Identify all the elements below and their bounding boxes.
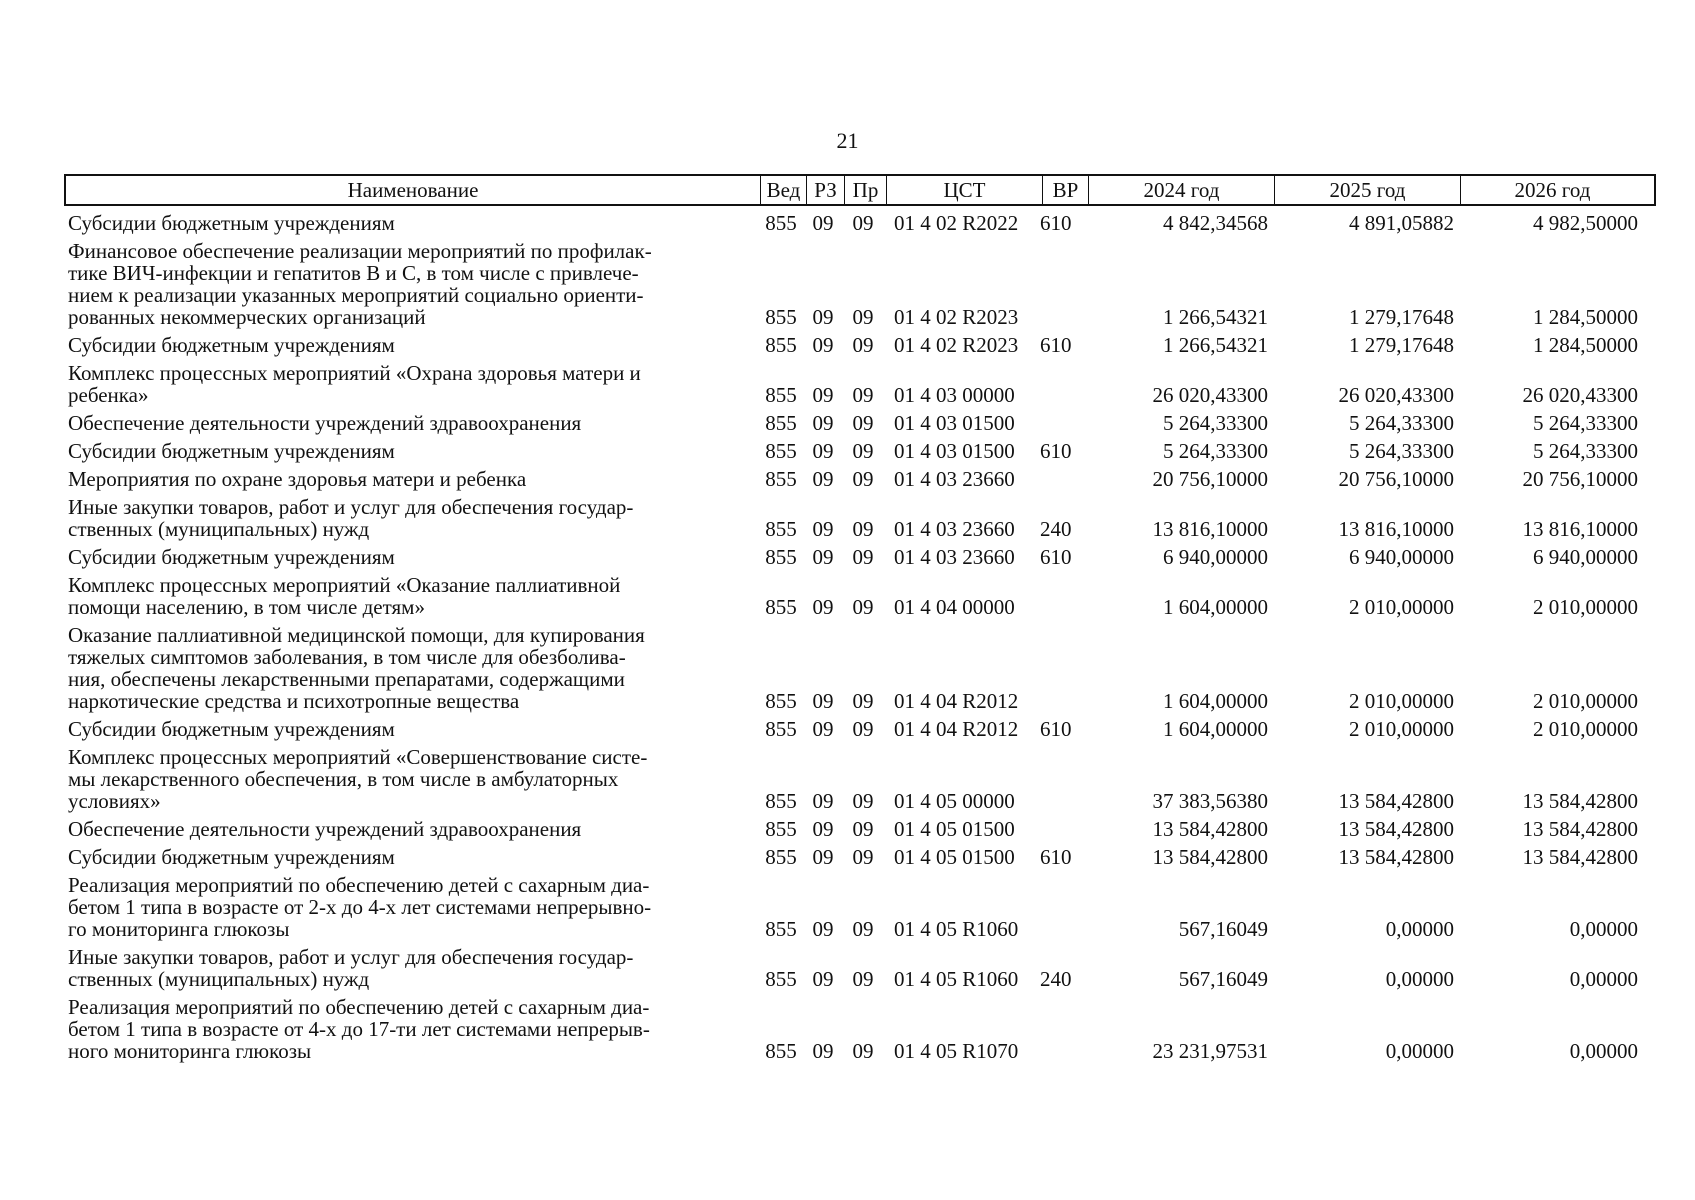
row-2025: 13 584,42800 <box>1338 789 1454 813</box>
table-row <box>64 624 1656 712</box>
row-ved: 855 <box>765 595 797 619</box>
row-ved: 855 <box>765 439 797 463</box>
row-name: Комплекс процессных мероприятий «Совершенствование систе- мы лекарственного обеспечения, в том числе в амбулаторных условиях» <box>68 745 648 813</box>
table-row <box>64 946 1656 990</box>
row-rz: 09 <box>812 439 834 463</box>
row-2024: 4 842,34568 <box>1163 211 1268 235</box>
row-vr: 240 <box>1040 517 1072 541</box>
row-name: Оказание паллиативной медицинской помощи, для купирования тяжелых симптомов заболевания, в том числе для обезболива- ния, обеспечены лекарственными препаратами, содержащими наркотические средства и психотропные вещества <box>68 623 645 713</box>
row-2025: 0,00000 <box>1385 1039 1454 1063</box>
row-rz: 09 <box>812 1039 834 1063</box>
row-2025: 5 264,33300 <box>1349 439 1454 463</box>
row-cst: 01 4 05 R1060 <box>894 967 1019 991</box>
row-name: Обеспечение деятельности учреждений здравоохранения <box>68 817 582 841</box>
row-ved: 855 <box>765 383 797 407</box>
row-vr: 610 <box>1040 211 1072 235</box>
header-ved: Вед <box>760 176 806 204</box>
row-pr: 09 <box>852 689 874 713</box>
row-2026: 1 284,50000 <box>1533 333 1638 357</box>
row-2025: 13 584,42800 <box>1338 817 1454 841</box>
row-2026: 13 584,42800 <box>1522 817 1638 841</box>
row-2024: 1 604,00000 <box>1163 595 1268 619</box>
row-cst: 01 4 05 00000 <box>894 789 1015 813</box>
row-rz: 09 <box>812 595 834 619</box>
row-2024: 37 383,56380 <box>1152 789 1268 813</box>
row-name: Субсидии бюджетным учреждениям <box>68 333 395 357</box>
row-2026: 0,00000 <box>1569 1039 1638 1063</box>
row-2024: 5 264,33300 <box>1163 439 1268 463</box>
row-rz: 09 <box>812 689 834 713</box>
header-rz: РЗ <box>806 176 844 204</box>
header-cst: ЦСТ <box>886 176 1042 204</box>
row-name: Комплекс процессных мероприятий «Охрана здоровья матери и ребенка» <box>68 361 641 407</box>
row-2026: 1 284,50000 <box>1533 305 1638 329</box>
header-2024: 2024 год <box>1088 176 1274 204</box>
row-name: Иные закупки товаров, работ и услуг для обеспечения государ- ственных (муниципальных) нужд <box>68 945 634 991</box>
row-ved: 855 <box>765 411 797 435</box>
row-cst: 01 4 05 R1070 <box>894 1039 1019 1063</box>
row-rz: 09 <box>812 845 834 869</box>
row-rz: 09 <box>812 817 834 841</box>
row-ved: 855 <box>765 967 797 991</box>
row-2024: 1 266,54321 <box>1163 305 1268 329</box>
row-2025: 6 940,00000 <box>1349 545 1454 569</box>
row-rz: 09 <box>812 467 834 491</box>
row-pr: 09 <box>852 333 874 357</box>
row-cst: 01 4 02 R2023 <box>894 305 1019 329</box>
row-pr: 09 <box>852 817 874 841</box>
row-name: Мероприятия по охране здоровья матери и ребенка <box>68 467 527 491</box>
header-2025: 2025 год <box>1274 176 1460 204</box>
table-row <box>64 874 1656 940</box>
header-pr: Пр <box>844 176 886 204</box>
row-pr: 09 <box>852 595 874 619</box>
row-2024: 13 584,42800 <box>1152 845 1268 869</box>
row-2026: 2 010,00000 <box>1533 595 1638 619</box>
row-rz: 09 <box>812 211 834 235</box>
row-ved: 855 <box>765 517 797 541</box>
row-pr: 09 <box>852 467 874 491</box>
row-ved: 855 <box>765 689 797 713</box>
row-2025: 2 010,00000 <box>1349 717 1454 741</box>
row-cst: 01 4 05 01500 <box>894 845 1015 869</box>
row-2026: 2 010,00000 <box>1533 717 1638 741</box>
row-2025: 1 279,17648 <box>1349 305 1454 329</box>
table-row <box>64 996 1656 1062</box>
row-name: Субсидии бюджетным учреждениям <box>68 845 395 869</box>
row-name: Субсидии бюджетным учреждениям <box>68 211 395 235</box>
row-pr: 09 <box>852 917 874 941</box>
row-vr: 610 <box>1040 333 1072 357</box>
table-row <box>64 468 1656 490</box>
row-name: Финансовое обеспечение реализации мероприятий по профилак- тике ВИЧ-инфекции и гепатитов B и C, в том числе с привлече- нием к реализации указанных мероприятий социально ориенти- рованных некоммерческих организаций <box>68 239 652 329</box>
row-ved: 855 <box>765 211 797 235</box>
table-header <box>64 174 1656 206</box>
row-ved: 855 <box>765 717 797 741</box>
row-pr: 09 <box>852 411 874 435</box>
row-cst: 01 4 03 23660 <box>894 467 1015 491</box>
row-pr: 09 <box>852 383 874 407</box>
row-cst: 01 4 03 23660 <box>894 545 1015 569</box>
row-2024: 1 604,00000 <box>1163 717 1268 741</box>
row-pr: 09 <box>852 545 874 569</box>
row-cst: 01 4 02 R2023 <box>894 333 1019 357</box>
row-2024: 23 231,97531 <box>1152 1039 1268 1063</box>
row-cst: 01 4 04 R2012 <box>894 717 1019 741</box>
row-vr: 240 <box>1040 967 1072 991</box>
table-row <box>64 362 1656 406</box>
row-vr: 610 <box>1040 845 1072 869</box>
row-2025: 26 020,43300 <box>1338 383 1454 407</box>
row-rz: 09 <box>812 917 834 941</box>
row-2024: 13 584,42800 <box>1152 817 1268 841</box>
row-2025: 2 010,00000 <box>1349 689 1454 713</box>
row-cst: 01 4 03 01500 <box>894 411 1015 435</box>
row-2025: 20 756,10000 <box>1338 467 1454 491</box>
table-row <box>64 440 1656 462</box>
row-cst: 01 4 03 23660 <box>894 517 1015 541</box>
row-2025: 13 816,10000 <box>1338 517 1454 541</box>
row-ved: 855 <box>765 467 797 491</box>
row-2025: 2 010,00000 <box>1349 595 1454 619</box>
row-name: Субсидии бюджетным учреждениям <box>68 717 395 741</box>
row-2026: 0,00000 <box>1569 917 1638 941</box>
row-2026: 13 816,10000 <box>1522 517 1638 541</box>
row-2026: 20 756,10000 <box>1522 467 1638 491</box>
row-ved: 855 <box>765 789 797 813</box>
row-ved: 855 <box>765 333 797 357</box>
table-row <box>64 846 1656 868</box>
row-2026: 13 584,42800 <box>1522 789 1638 813</box>
row-2026: 5 264,33300 <box>1533 411 1638 435</box>
table-row <box>64 718 1656 740</box>
row-2025: 5 264,33300 <box>1349 411 1454 435</box>
row-rz: 09 <box>812 333 834 357</box>
row-2024: 567,16049 <box>1178 917 1268 941</box>
row-cst: 01 4 04 R2012 <box>894 689 1019 713</box>
row-2026: 5 264,33300 <box>1533 439 1638 463</box>
header-2026: 2026 год <box>1460 176 1644 204</box>
row-pr: 09 <box>852 1039 874 1063</box>
table-row <box>64 412 1656 434</box>
row-name: Реализация мероприятий по обеспечению детей с сахарным диа- бетом 1 типа в возрасте от 2-х до 4-х лет системами непрерывно- го мониторинга глюкозы <box>68 873 652 941</box>
row-vr: 610 <box>1040 439 1072 463</box>
row-vr: 610 <box>1040 545 1072 569</box>
row-cst: 01 4 02 R2022 <box>894 211 1019 235</box>
row-2024: 13 816,10000 <box>1152 517 1268 541</box>
row-name: Обеспечение деятельности учреждений здравоохранения <box>68 411 582 435</box>
row-cst: 01 4 05 R1060 <box>894 917 1019 941</box>
row-2024: 5 264,33300 <box>1163 411 1268 435</box>
row-ved: 855 <box>765 845 797 869</box>
row-2024: 1 266,54321 <box>1163 333 1268 357</box>
row-rz: 09 <box>812 545 834 569</box>
row-pr: 09 <box>852 517 874 541</box>
row-name: Реализация мероприятий по обеспечению детей с сахарным диа- бетом 1 типа в возрасте от 4-х до 17-ти лет системами непрерыв- ного мониторинга глюкозы <box>68 995 650 1063</box>
row-2024: 20 756,10000 <box>1152 467 1268 491</box>
row-pr: 09 <box>852 439 874 463</box>
row-cst: 01 4 03 00000 <box>894 383 1015 407</box>
row-rz: 09 <box>812 789 834 813</box>
row-2026: 6 940,00000 <box>1533 545 1638 569</box>
row-2026: 13 584,42800 <box>1522 845 1638 869</box>
row-ved: 855 <box>765 917 797 941</box>
row-2026: 26 020,43300 <box>1522 383 1638 407</box>
row-rz: 09 <box>812 717 834 741</box>
row-2026: 2 010,00000 <box>1533 689 1638 713</box>
row-2025: 0,00000 <box>1385 917 1454 941</box>
table-row <box>64 334 1656 356</box>
row-2025: 13 584,42800 <box>1338 845 1454 869</box>
row-2025: 0,00000 <box>1385 967 1454 991</box>
row-rz: 09 <box>812 411 834 435</box>
row-2024: 1 604,00000 <box>1163 689 1268 713</box>
page-number: 21 <box>836 128 859 153</box>
row-rz: 09 <box>812 383 834 407</box>
row-2026: 0,00000 <box>1569 967 1638 991</box>
row-name: Комплекс процессных мероприятий «Оказание паллиативной помощи населению, в том числе детям» <box>68 573 621 619</box>
row-pr: 09 <box>852 717 874 741</box>
row-2024: 567,16049 <box>1178 967 1268 991</box>
row-cst: 01 4 05 01500 <box>894 817 1015 841</box>
table-row <box>64 212 1656 234</box>
row-ved: 855 <box>765 545 797 569</box>
table-row <box>64 546 1656 568</box>
row-2024: 26 020,43300 <box>1152 383 1268 407</box>
table-row <box>64 746 1656 812</box>
row-cst: 01 4 03 01500 <box>894 439 1015 463</box>
row-pr: 09 <box>852 305 874 329</box>
table-body <box>64 212 1656 1062</box>
row-vr: 610 <box>1040 717 1072 741</box>
row-cst: 01 4 04 00000 <box>894 595 1015 619</box>
row-rz: 09 <box>812 305 834 329</box>
row-2025: 1 279,17648 <box>1349 333 1454 357</box>
header-vr: ВР <box>1042 176 1088 204</box>
row-ved: 855 <box>765 1039 797 1063</box>
row-pr: 09 <box>852 967 874 991</box>
row-pr: 09 <box>852 845 874 869</box>
row-name: Субсидии бюджетным учреждениям <box>68 439 395 463</box>
table-row <box>64 818 1656 840</box>
row-name: Субсидии бюджетным учреждениям <box>68 545 395 569</box>
row-pr: 09 <box>852 789 874 813</box>
row-ved: 855 <box>765 305 797 329</box>
budget-table <box>64 174 1656 1062</box>
table-row <box>64 240 1656 328</box>
row-2024: 6 940,00000 <box>1163 545 1268 569</box>
row-name: Иные закупки товаров, работ и услуг для обеспечения государ- ственных (муниципальных) нужд <box>68 495 634 541</box>
row-rz: 09 <box>812 967 834 991</box>
row-pr: 09 <box>852 211 874 235</box>
row-2025: 4 891,05882 <box>1349 211 1454 235</box>
header-name: Наименование <box>347 178 479 202</box>
row-2026: 4 982,50000 <box>1533 211 1638 235</box>
row-ved: 855 <box>765 817 797 841</box>
table-row <box>64 574 1656 618</box>
row-rz: 09 <box>812 517 834 541</box>
table-row <box>64 496 1656 540</box>
